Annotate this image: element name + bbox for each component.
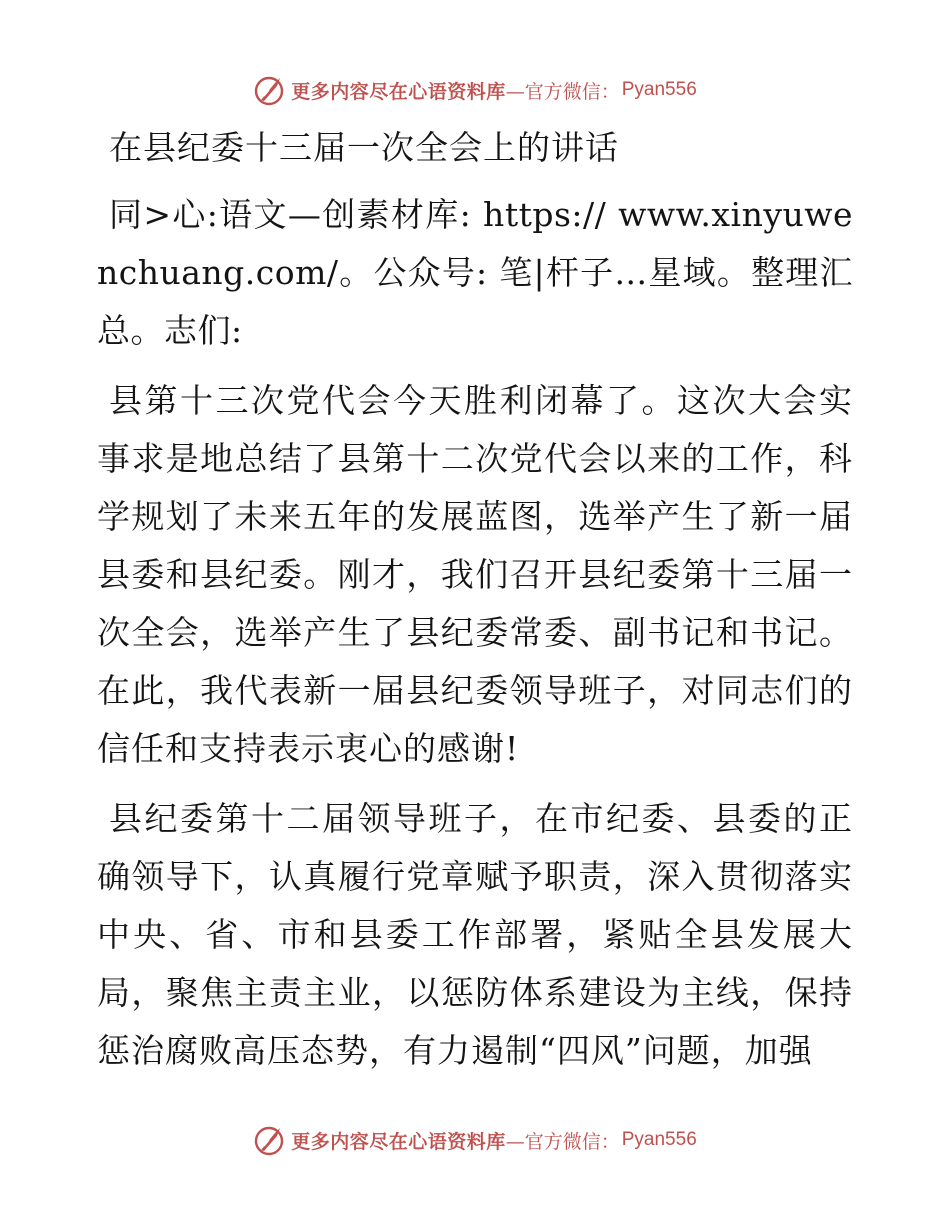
quill-pen-logo-icon	[253, 74, 285, 106]
watermark-promo-text: 更多内容尽在心语资料库	[291, 1130, 506, 1153]
document-body	[97, 122, 853, 1092]
watermark-official-label: —官方微信：	[505, 1130, 620, 1153]
watermark-wechat-id: Pyan556	[621, 1129, 697, 1150]
bottom-watermark-banner	[0, 1120, 950, 1160]
watermark-official-label: —官方微信：	[505, 80, 620, 103]
watermark-promo-text: 更多内容尽在心语资料库	[291, 80, 506, 103]
document-paragraph: 县纪委第十二届领导班子，在市纪委、县委的正确领导下，认真履行党章赋予职责，深入贯彻落实中央、省、市和县委工作部署，紧贴全县发展大局，聚焦主责主业，以惩防体系建设为主线，保持惩治腐败高压态势，有力遏制“四风”问题，加强	[97, 799, 853, 1070]
watermark-wechat-id: Pyan556	[621, 79, 697, 100]
top-watermark-banner	[0, 70, 950, 110]
document-paragraph: 县第十三次党代会今天胜利闭幕了。这次大会实事求是地总结了县第十二次党代会以来的工作，科学规划了未来五年的发展蓝图，选举产生了新一届县委和县纪委。刚才，我们召开县纪委第十三届一次全会，选举产生了县纪委常委、副书记和书记。在此，我代表新一届县纪委领导班子，对同志们的信任和支持表示衷心的感谢!	[97, 381, 853, 768]
document-title: 在县纪委十三届一次全会上的讲话	[109, 128, 619, 167]
quill-pen-logo-icon	[253, 1124, 285, 1156]
document-paragraph: 同>心:语文—创素材库: https:// www.xinyuwenchuang.com/。公众号: 笔|杆子…星域。整理汇总。志们:	[97, 195, 853, 350]
